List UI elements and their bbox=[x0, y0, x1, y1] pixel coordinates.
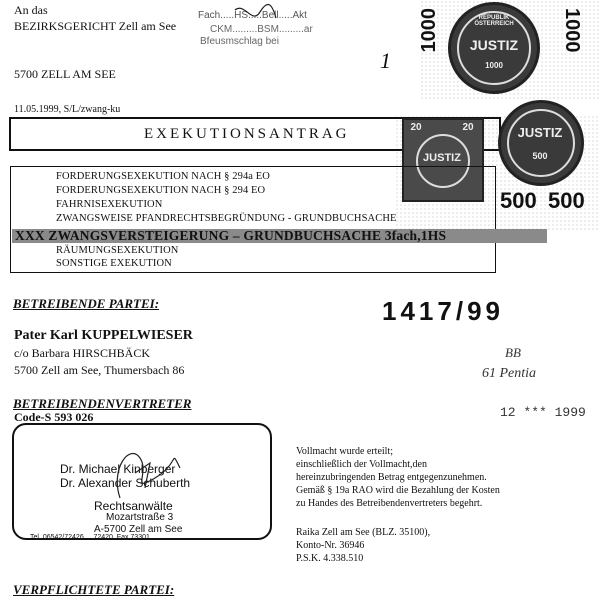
power-of-attorney-note: hereinzubringenden Betrag entgegenzunehmen. bbox=[296, 472, 487, 483]
representative-heading: BETREIBENDENVERTRETER bbox=[13, 396, 192, 411]
stamp-top-center: JUSTIZ bbox=[469, 37, 519, 53]
power-of-attorney-note: Vollmacht wurde erteilt; bbox=[296, 446, 394, 457]
court-name: BEZIRKSGERICHT Zell am See bbox=[14, 19, 177, 33]
account-number: Konto-Nr. 36946 bbox=[296, 540, 365, 551]
case-number: 1417/99 bbox=[382, 296, 504, 326]
handwritten-initials: BB bbox=[505, 345, 521, 360]
date-reference: 11.05.1999, S/L/zwang-ku bbox=[14, 104, 121, 115]
psk-number: P.S.K. 4.338.510 bbox=[296, 553, 364, 564]
debtor-heading: VERPFLICHTETE PARTEI: bbox=[13, 582, 175, 597]
execution-type-item: RÄUMUNGSEXEKUTION bbox=[56, 245, 179, 256]
cost-note: Gemäß § 19a RAO wird die Bezahlung der Kosten bbox=[296, 485, 500, 496]
stamp-value-right: 1000 bbox=[561, 8, 583, 53]
stamp-bottom-value-1: 500 bbox=[500, 188, 537, 213]
execution-type-item: FORDERUNGSEXEKUTION NACH § 294 EO bbox=[56, 185, 266, 196]
lawyer-firm: Rechtsanwälte bbox=[94, 499, 173, 513]
creditor-heading: BETREIBENDE PARTEI: bbox=[13, 296, 160, 311]
execution-type-item: FAHRNISEXEKUTION bbox=[56, 199, 163, 210]
stamp-top-small: 1000 bbox=[485, 61, 503, 70]
creditor-name: Pater Karl KUPPELWIESER bbox=[14, 328, 193, 343]
stamp-value-left: 1000 bbox=[418, 8, 440, 53]
lawyer-phone: Tel. 06542/72426 ... 72420, Fax 73301 bbox=[30, 534, 150, 541]
stamp-mid-value-2: 20 bbox=[462, 122, 474, 133]
justice-stamp-top bbox=[448, 2, 540, 94]
lawyer-city: A-5700 Zell am See bbox=[94, 524, 183, 535]
stamp-right-center: JUSTIZ bbox=[517, 125, 563, 140]
lawyer-name-1: Dr. Michael Kinberger bbox=[60, 462, 176, 476]
form-fields-mid: CKM.........BSM.........ar bbox=[210, 24, 313, 35]
execution-type-item: ZWANGSWEISE PFANDRECHTSBEGRÜNDUNG - GRUNDBUCHSACHE bbox=[56, 213, 397, 224]
execution-type-item: FORDERUNGSEXEKUTION NACH § 294a EO bbox=[56, 171, 270, 182]
power-of-attorney-note: einschließlich der Vollmacht,den bbox=[296, 459, 427, 470]
form-fields-top: Fach.....HS.....Bell.....Akt bbox=[198, 10, 307, 21]
stamp-right-small: 500 bbox=[532, 151, 548, 161]
court-city: 5700 ZELL AM SEE bbox=[14, 67, 116, 81]
selected-execution-type: XXX ZWANGSVERSTEIGERUNG – GRUNDBUCHSACHE 3fach,1HS bbox=[15, 228, 447, 243]
lawyer-street: Mozartstraße 3 bbox=[106, 512, 174, 523]
margin-mark: 1 bbox=[380, 48, 391, 73]
cost-note: zu Handes des Betreibendenvertreters begehrt. bbox=[296, 498, 483, 509]
received-date-stamp: 12 *** 1999 bbox=[500, 405, 586, 420]
bank-info: Raika Zell am See (BLZ. 35100), bbox=[296, 527, 431, 538]
representative-code: Code-S 593 026 bbox=[14, 410, 94, 424]
stamp-mid-value-1: 20 bbox=[410, 122, 422, 133]
stamp-mid-center: JUSTIZ bbox=[423, 152, 461, 164]
lawyer-name-2: Dr. Alexander Schuberth bbox=[60, 476, 191, 490]
signature-scribble bbox=[230, 0, 280, 30]
handwritten-note: 61 Pentia bbox=[482, 366, 537, 381]
execution-type-item: SONSTIGE EXEKUTION bbox=[56, 258, 172, 269]
justice-stamp-right bbox=[498, 100, 584, 186]
stamp-top-text: REPUBLIK ÖSTERREICH bbox=[474, 15, 514, 27]
lawyer-signature bbox=[100, 438, 190, 508]
form-fields-bottom: Bfeusmschlag bei bbox=[200, 36, 279, 47]
addressee-line: An das bbox=[14, 3, 48, 17]
creditor-address: 5700 Zell am See, Thumersbach 86 bbox=[14, 363, 185, 377]
document-title: EXEKUTIONSANTRAG bbox=[144, 126, 350, 142]
stamp-bottom-value-2: 500 bbox=[548, 188, 585, 213]
creditor-care-of: c/o Barbara HIRSCHBÄCK bbox=[14, 346, 150, 360]
